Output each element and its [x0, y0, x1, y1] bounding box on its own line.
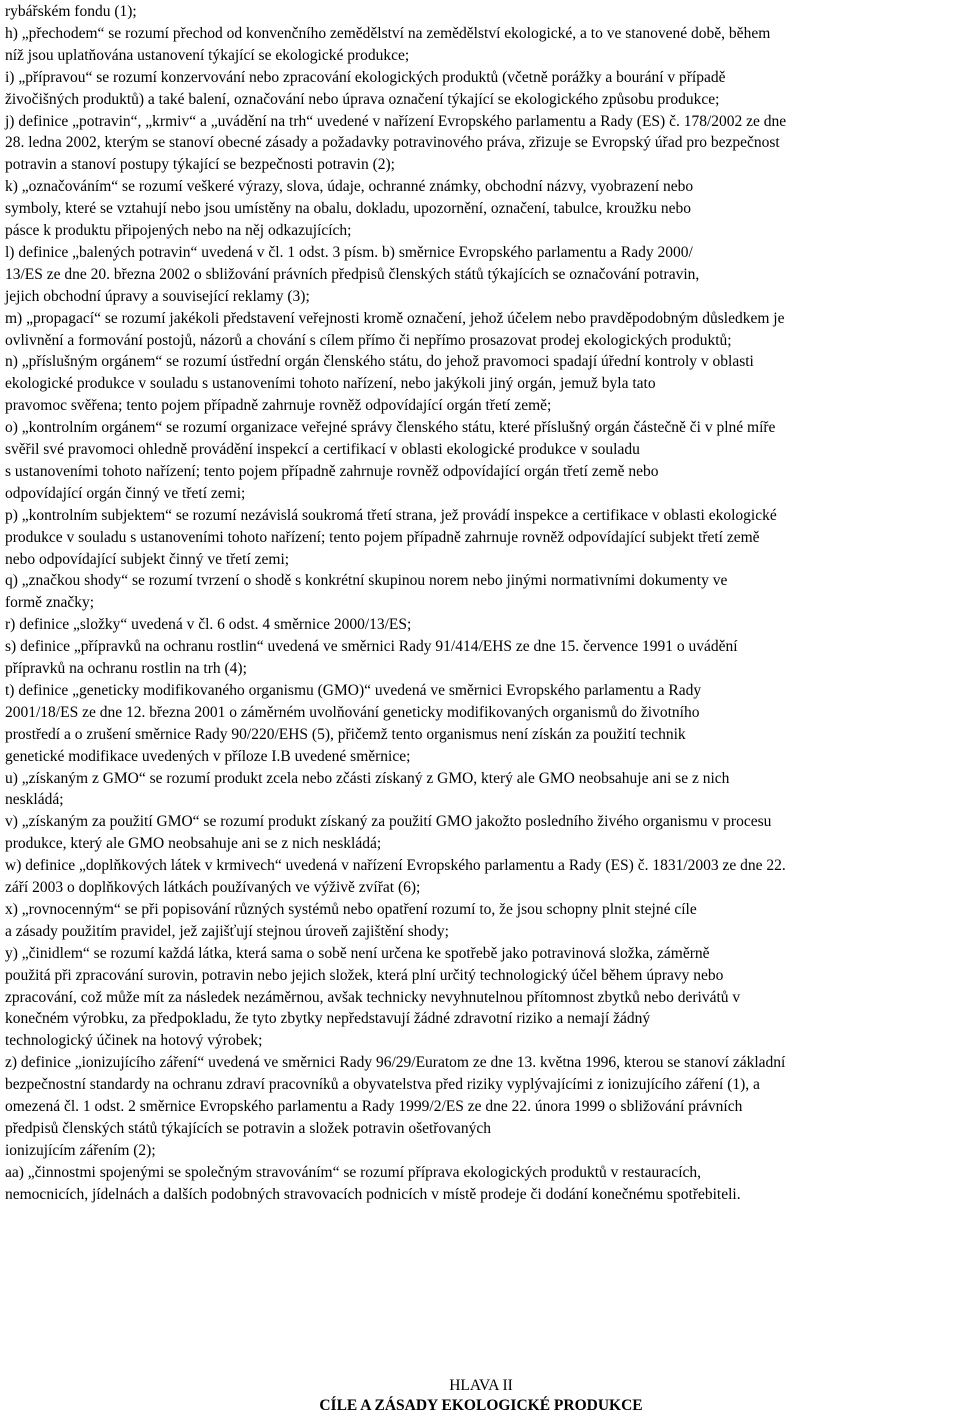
text-line: m) „propagací“ se rozumí jakékoli představení veřejnosti kromě označení, jehož účelem nebo pravděpodobným důsledkem je: [5, 309, 785, 327]
text-line: použitá při zpracování surovin, potravin nebo jejich složek, která plní určitý technologický účel během úpravy nebo: [5, 966, 724, 984]
text-line: k) „označováním“ se rozumí veškeré výrazy, slova, údaje, ochranné známky, obchodní názvy, vyobrazení nebo: [5, 178, 694, 196]
text-line: v) „získaným za použití GMO“ se rozumí produkt získaný za použití GMO jakožto posledního živého organismu v procesu: [5, 813, 772, 831]
text-line: n) „příslušným orgánem“ se rozumí ústřední orgán členského státu, do jehož pravomoci spadají úřední kontroly v oblasti: [5, 353, 754, 371]
text-line: pravomoc svěřena; tento pojem případně zahrnuje rovněž odpovídající orgán třetí země;: [5, 397, 552, 415]
text-line: o) „kontrolním orgánem“ se rozumí organizace veřejné správy členského státu, které příslušný orgán částečně či v plné míře: [5, 419, 776, 437]
text-line: formě značky;: [5, 594, 95, 612]
text-line: i) „přípravou“ se rozumí konzervování nebo zpracování ekologických produktů (včetně porážky a bourání v případě: [5, 68, 726, 86]
text-line: jejich obchodní úpravy a související reklamy (3);: [5, 287, 310, 305]
text-line: r) definice „složky“ uvedená v čl. 6 odst. 4 směrnice 2000/13/ES;: [5, 616, 412, 634]
text-line: zpracování, což může mít za následek nezáměrnou, avšak technicky nevyhnutelnou přítomnost zbytků nebo derivátů v: [5, 988, 741, 1006]
text-line: a zásady použitím pravidel, jež zajišťují stejnou úroveň zajištění shody;: [5, 922, 449, 940]
text-line: y) „činidlem“ se rozumí každá látka, která sama o sobě není určena ke spotřebě jako potravinová složka, záměrně: [5, 944, 710, 962]
text-line: l) definice „balených potravin“ uvedená v čl. 1 odst. 3 písm. b) směrnice Evropského parlamentu a Rady 2000/: [5, 243, 693, 261]
text-line: p) „kontrolním subjektem“ se rozumí nezávislá soukromá třetí strana, jež provádí inspekce a certifikace v oblasti ekologické: [5, 506, 777, 524]
text-line: ionizujícím zářením (2);: [5, 1141, 156, 1159]
text-line: j) definice „potravin“, „krmiv“ a „uvádění na trh“ uvedené v nařízení Evropského parlamentu a Rady (ES) č. 178/2002 ze dne: [5, 112, 787, 130]
text-line: h) „přechodem“ se rozumí přechod od konvenčního zemědělství na zemědělství ekologické, a to ve stanovené době, během: [5, 24, 771, 42]
text-line: technologický účinek na hotový výrobek;: [5, 1032, 263, 1050]
text-line: přípravků na ochranu rostlin na trh (4);: [5, 660, 247, 677]
text-line: níž jsou uplatňována ustanovení týkající se ekologické produkce;: [5, 46, 410, 64]
text-line: z) definice „ionizujícího záření“ uvedená ve směrnici Rady 96/29/Euratom ze dne 13. května 1996, kterou se stanoví základní: [5, 1054, 786, 1072]
text-line: produkce v souladu s ustanoveními tohoto nařízení; tento pojem případně zahrnuje rovněž odpovídající subjekt třetí země: [5, 528, 760, 546]
text-line: s ustanoveními tohoto nařízení; tento pojem případně zahrnuje rovněž odpovídající orgán třetí země nebo: [5, 462, 659, 480]
text-line: t) definice „geneticky modifikovaného organismu (GMO)“ uvedená ve směrnici Evropského parlamentu a Rady: [5, 681, 702, 699]
text-line: prostředí a o zrušení směrnice Rady 90/220/EHS (5), přičemž tento organismus není získán za použití technik: [5, 725, 686, 743]
text-line: s) definice „přípravků na ochranu rostlin“ uvedená ve směrnici Rady 91/414/EHS ze dne 15. července 1991 o uvádění: [5, 638, 738, 656]
text-line: 13/ES ze dne 20. března 2002 o sbližování právních předpisů členských států týkajících se označování potravin,: [5, 265, 700, 283]
text-line: rybářském fondu (1);: [5, 3, 137, 20]
text-line: bezpečnostní standardy na ochranu zdraví pracovníků a obyvatelstva před riziky vyplývajícími z ionizujícího záření (1), a: [5, 1076, 760, 1094]
text-line: u) „získaným z GMO“ se rozumí produkt zcela nebo zčásti získaný z GMO, který ale GMO neobsahuje ani se z nich: [5, 769, 730, 787]
text-line: 2001/18/ES ze dne 12. března 2001 o záměrném uvolňování geneticky modifikovaných organismů do životního: [5, 703, 700, 721]
text-line: genetické modifikace uvedených v příloze I.B uvedené směrnice;: [5, 747, 411, 765]
text-line: aa) „činnostmi spojenými se společným stravováním“ se rozumí příprava ekologických produktů v restauracích,: [5, 1163, 702, 1181]
text-line: nemocnicích, jídelnách a dalších podobných stravovacích podnicích v místě prodeje či dodání konečnému spotřebiteli.: [5, 1185, 741, 1203]
text-line: ovlivnění a formování postojů, názorů a chování s cílem přímo či nepřímo prosazovat prodej ekologických produktů;: [5, 331, 732, 349]
chapter-title: CÍLE A ZÁSADY EKOLOGICKÉ PRODUKCE: [319, 1397, 643, 1414]
text-line: pásce k produktu připojených nebo na něj odkazujících;: [5, 222, 352, 239]
chapter-number: HLAVA II: [449, 1377, 513, 1394]
text-line: q) „značkou shody“ se rozumí tvrzení o shodě s konkrétní skupinou norem nebo jinými normativními dokumenty ve: [5, 572, 728, 590]
text-line: předpisů členských států týkajících se potravin a složek potravin ošetřovaných: [5, 1119, 491, 1137]
text-line: potravin a stanoví postupy týkající se bezpečnosti potravin (2);: [5, 156, 395, 174]
text-line: produkce, který ale GMO neobsahuje ani se z nich neskládá;: [5, 835, 382, 853]
text-line: odpovídající orgán činný ve třetí zemi;: [5, 484, 246, 502]
text-line: září 2003 o doplňkových látkách používaných ve výživě zvířat (6);: [5, 879, 421, 896]
text-line: w) definice „doplňkových látek v krmivech“ uvedená v nařízení Evropského parlamentu a Rady (ES) č. 1831/2003 ze dne 22.: [5, 857, 786, 875]
text-line: konečném výrobku, za předpokladu, že tyto zbytky nepředstavují žádné zdravotní riziko a nemají žádný: [5, 1010, 651, 1028]
text-line: omezená čl. 1 odst. 2 směrnice Evropského parlamentu a Rady 1999/2/ES ze dne 22. února 1999 o sbližování právních: [5, 1098, 743, 1115]
text-line: symboly, které se vztahují nebo jsou umístěny na obalu, dokladu, upozornění, označení, tabulce, kroužku nebo: [5, 200, 691, 218]
text-line: nebo odpovídající subjekt činný ve třetí zemi;: [5, 550, 290, 568]
text-line: neskládá;: [5, 791, 64, 809]
text-line: živočišných produktů) a také balení, označování nebo úprava označení týkající se ekologického způsobu produkce;: [5, 90, 720, 108]
text-line: x) „rovnocenným“ se při popisování různých systémů nebo opatření rozumí to, že jsou schopny plnit stejné cíle: [5, 900, 697, 918]
text-line: 28. ledna 2002, kterým se stanoví obecné zásady a požadavky potravinového práva, zřizuje se Evropský úřad pro bezpečnost: [5, 134, 780, 152]
text-line: svěřil své pravomoci ohledně provádění inspekcí a certifikací v oblasti ekologické produkce v souladu: [5, 441, 640, 458]
text-line: ekologické produkce v souladu s ustanoveními tohoto nařízení, nebo jakýkoli jiný orgán, jemuž byla tato: [5, 375, 656, 393]
